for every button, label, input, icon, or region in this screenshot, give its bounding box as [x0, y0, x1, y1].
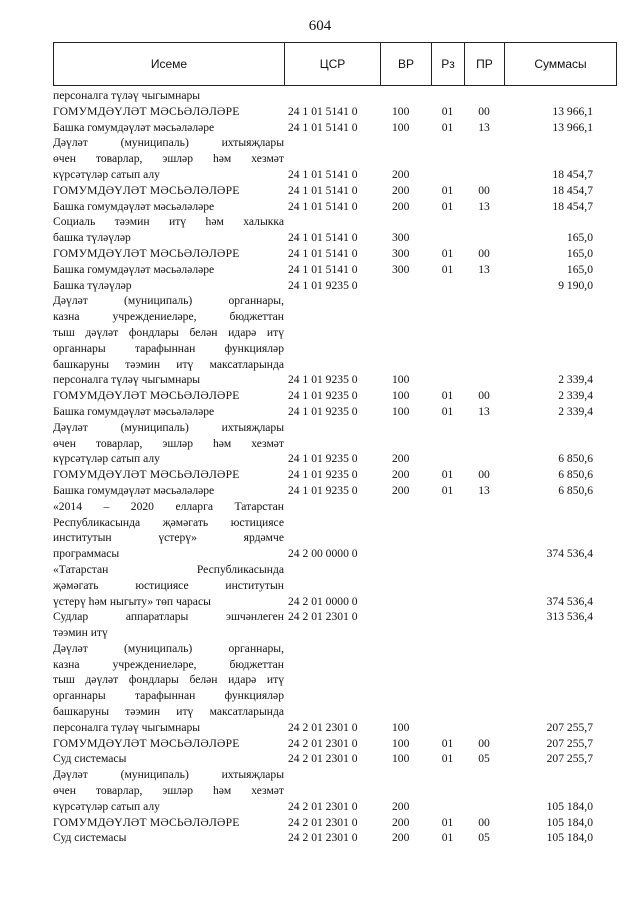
- row-name-line: Дәүләт (муниципаль) ихтыяҗлары: [53, 136, 284, 150]
- table-row: [53, 404, 617, 420]
- row-name-line: башкаруны тәэмин итү максатларында: [53, 705, 284, 719]
- row-sum: 2 339,4: [558, 389, 593, 403]
- table-row: [53, 262, 617, 278]
- table-row: [53, 104, 617, 120]
- row-csr: 24 2 01 2301 0: [288, 752, 358, 766]
- table-row: [53, 135, 617, 182]
- table-row: [53, 609, 617, 641]
- row-name-line: күрсәтүләр сатып алу: [53, 799, 160, 813]
- row-rz: 01: [441, 468, 454, 482]
- table-row: [53, 641, 617, 736]
- table-header: [53, 42, 617, 86]
- row-sum: 105 184,0: [546, 831, 593, 845]
- table-row: [53, 736, 617, 752]
- row-pr: 13: [478, 404, 490, 418]
- row-vr: 200: [392, 167, 410, 181]
- table-body: [53, 88, 617, 888]
- row-pr: 13: [478, 262, 490, 276]
- page-number: 604: [308, 18, 332, 34]
- row-pr: 00: [478, 468, 490, 482]
- row-rz: 01: [441, 104, 454, 118]
- row-name-line: Суд системасы: [53, 752, 127, 766]
- row-name: [53, 736, 284, 752]
- row-name: [53, 641, 284, 736]
- row-name: [53, 499, 284, 562]
- row-sum: 374 536,4: [546, 594, 593, 608]
- row-name-line: үстерү һәм ныгыту» төп чарасы: [53, 594, 211, 608]
- row-name-line: органнары тарафыннан функцияләр: [53, 689, 284, 703]
- row-sum: 6 850,6: [558, 483, 593, 497]
- header-csr: ЦСР: [285, 43, 381, 85]
- row-name: [53, 88, 284, 104]
- row-rz: 01: [441, 389, 454, 403]
- row-pr: 05: [478, 831, 490, 845]
- row-sum: 18 454,7: [552, 167, 593, 181]
- row-sum: 2 339,4: [558, 373, 593, 387]
- row-name-line: күрсәтүләр сатып алу: [53, 167, 160, 181]
- row-name: [53, 262, 284, 278]
- table-row: [53, 815, 617, 831]
- header-name: Исеме: [54, 43, 285, 85]
- row-name-line: Башка гомумдәүләт мәсьәләләре: [53, 404, 215, 418]
- row-vr: 200: [392, 799, 410, 813]
- row-name-line: Судлар аппаратлары эшчәнлеген: [53, 610, 284, 624]
- row-name: [53, 120, 284, 136]
- row-csr: 24 1 01 5141 0: [288, 120, 358, 134]
- row-name: [53, 388, 284, 404]
- row-vr: 300: [392, 246, 410, 260]
- row-name-line: органнары тарафыннан функцияләр: [53, 341, 284, 355]
- row-name: [53, 830, 284, 846]
- row-csr: 24 2 01 2301 0: [288, 736, 358, 750]
- row-rz: 01: [441, 120, 454, 134]
- row-sum: 2 339,4: [558, 404, 593, 418]
- row-pr: 05: [478, 752, 490, 766]
- table-row: [53, 214, 617, 246]
- row-vr: 100: [392, 720, 410, 734]
- row-pr: 13: [478, 120, 490, 134]
- row-sum: 6 850,6: [558, 452, 593, 466]
- row-vr: 200: [392, 183, 410, 197]
- row-vr: 300: [392, 262, 410, 276]
- row-vr: 100: [392, 404, 410, 418]
- row-name-line: Башка гомумдәүләт мәсьәләләре: [53, 120, 215, 134]
- table-row: [53, 420, 617, 467]
- row-sum: 165,0: [566, 246, 593, 260]
- row-vr: 200: [392, 815, 410, 829]
- row-name-line: тыш дәүләт фондлары белән идарә итү: [53, 325, 284, 339]
- row-name-line: җәмәгать юстициясе институтын: [53, 578, 284, 592]
- table-row: [53, 388, 617, 404]
- row-name-line: «Татарстан Республикасында: [53, 562, 284, 576]
- row-sum: 313 536,4: [546, 610, 593, 624]
- row-name-line: башка түләүләр: [53, 231, 131, 245]
- row-vr: 100: [392, 389, 410, 403]
- row-csr: 24 1 01 9235 0: [288, 452, 358, 466]
- row-name-line: Дәүләт (муниципаль) органнары,: [53, 294, 284, 308]
- row-name-line: тыш дәүләт фондлары белән идарә итү: [53, 673, 284, 687]
- row-pr: 00: [478, 389, 490, 403]
- row-sum: 18 454,7: [552, 199, 593, 213]
- row-vr: 100: [392, 373, 410, 387]
- row-csr: 24 2 01 2301 0: [288, 815, 358, 829]
- row-pr: 00: [478, 104, 490, 118]
- row-rz: 01: [441, 199, 454, 213]
- row-name: [53, 278, 284, 294]
- row-vr: 200: [392, 468, 410, 482]
- row-name-line: институтын үстерү» ярдәмче: [53, 531, 284, 545]
- table-row: [53, 88, 617, 104]
- row-name-line: персоналга түләү чыгымнары: [53, 373, 201, 387]
- header-vr: ВР: [381, 43, 432, 85]
- header-sum: Суммасы: [534, 57, 587, 71]
- row-name-line: ГОМУМДӘҮЛӘТ МӘСЬӘЛӘЛӘРЕ: [53, 389, 240, 403]
- header-pr: ПР: [465, 43, 505, 85]
- table-row: [53, 246, 617, 262]
- row-name-line: ГОМУМДӘҮЛӘТ МӘСЬӘЛӘЛӘРЕ: [53, 246, 240, 260]
- row-name-line: күрсәтүләр сатып алу: [53, 452, 160, 466]
- row-vr: 200: [392, 452, 410, 466]
- row-csr: 24 2 01 2301 0: [288, 610, 358, 624]
- row-name-line: Республикасында җәмәгать юстициясе: [53, 515, 284, 529]
- row-vr: 100: [392, 752, 410, 766]
- row-name-line: Башка гомумдәүләт мәсьәләләре: [53, 262, 215, 276]
- row-name-line: ГОМУМДӘҮЛӘТ МӘСЬӘЛӘЛӘРЕ: [53, 183, 240, 197]
- row-vr: 200: [392, 199, 410, 213]
- row-pr: 00: [478, 815, 490, 829]
- row-name: [53, 199, 284, 215]
- row-sum: 13 966,1: [552, 104, 593, 118]
- row-name-line: Социаль тәэмин итү һәм халыкка: [53, 215, 284, 229]
- table-row: [53, 562, 617, 609]
- row-vr: 100: [392, 104, 410, 118]
- row-name-line: тәэмин итү: [53, 626, 108, 640]
- row-pr: 00: [478, 736, 490, 750]
- row-name-line: ГОМУМДӘҮЛӘТ МӘСЬӘЛӘЛӘРЕ: [53, 468, 240, 482]
- row-csr: 24 1 01 5141 0: [288, 167, 358, 181]
- row-name-line: персоналга түләү чыгымнары: [53, 720, 201, 734]
- row-name: [53, 135, 284, 182]
- row-name-line: Башка гомумдәүләт мәсьәләләре: [53, 483, 215, 497]
- table-row: [53, 483, 617, 499]
- row-name: [53, 483, 284, 499]
- row-name: [53, 183, 284, 199]
- row-name-line: өчен товарлар, эшләр һәм хезмәт: [53, 152, 284, 166]
- row-name-line: Дәүләт (муниципаль) ихтыяҗлары: [53, 768, 284, 782]
- row-rz: 01: [441, 831, 454, 845]
- row-name-line: ГОМУМДӘҮЛӘТ МӘСЬӘЛӘЛӘРЕ: [53, 815, 240, 829]
- row-sum: 18 454,7: [552, 183, 593, 197]
- row-csr: 24 1 01 5141 0: [288, 104, 358, 118]
- row-name: [53, 815, 284, 831]
- row-rz: 01: [441, 262, 454, 276]
- row-name-line: «2014 – 2020 елларга Татарстан: [53, 499, 284, 513]
- header-rz: Рз: [432, 43, 465, 85]
- table-row: [53, 120, 617, 136]
- row-sum: 9 190,0: [558, 278, 593, 292]
- row-name: [53, 562, 284, 609]
- row-name-line: Башка гомумдәүләт мәсьәләләре: [53, 199, 215, 213]
- row-csr: 24 1 01 5141 0: [288, 262, 358, 276]
- row-csr: 24 1 01 9235 0: [288, 373, 358, 387]
- row-name: [53, 420, 284, 467]
- row-name: [53, 246, 284, 262]
- row-name-line: персоналга түләү чыгымнары: [53, 89, 201, 102]
- row-sum: 13 966,1: [552, 120, 593, 134]
- row-vr: 100: [392, 120, 410, 134]
- row-pr: 00: [478, 183, 490, 197]
- row-rz: 01: [441, 246, 454, 260]
- row-name: [53, 214, 284, 246]
- row-sum: 165,0: [566, 231, 593, 245]
- row-name-line: Башка түләүләр: [53, 278, 132, 292]
- table-row: [53, 767, 617, 814]
- row-vr: 200: [392, 483, 410, 497]
- row-sum: 165,0: [566, 262, 593, 276]
- row-csr: 24 2 01 2301 0: [288, 799, 358, 813]
- row-name: [53, 404, 284, 420]
- row-pr: 13: [478, 199, 490, 213]
- row-sum: 105 184,0: [546, 815, 593, 829]
- row-csr: 24 1 01 9235 0: [288, 404, 358, 418]
- table-row: [53, 199, 617, 215]
- row-name-line: казна учреждениеләре, бюджеттан: [53, 657, 284, 671]
- row-pr: 13: [478, 483, 490, 497]
- row-pr: 00: [478, 246, 490, 260]
- row-name-line: программасы: [53, 547, 120, 561]
- row-name-line: казна учреждениеләре, бюджеттан: [53, 310, 284, 324]
- row-name-line: башкаруны тәэмин итү максатларында: [53, 357, 284, 371]
- row-csr: 24 1 01 9235 0: [288, 278, 358, 292]
- row-csr: 24 1 01 5141 0: [288, 183, 358, 197]
- row-sum: 207 255,7: [546, 752, 593, 766]
- row-sum: 207 255,7: [546, 720, 593, 734]
- row-csr: 24 2 01 0000 0: [288, 594, 358, 608]
- row-name-line: ГОМУМДӘҮЛӘТ МӘСЬӘЛӘЛӘРЕ: [53, 104, 240, 118]
- row-vr: 300: [392, 231, 410, 245]
- row-rz: 01: [441, 752, 454, 766]
- table-row: [53, 751, 617, 767]
- row-csr: 24 1 01 9235 0: [288, 389, 358, 403]
- table-row: [53, 183, 617, 199]
- row-name: [53, 609, 284, 641]
- row-csr: 24 2 01 2301 0: [288, 720, 358, 734]
- row-csr: 24 2 00 0000 0: [288, 547, 358, 561]
- row-name-line: өчен товарлар, эшләр һәм хезмәт: [53, 436, 284, 450]
- row-rz: 01: [441, 183, 454, 197]
- row-sum: 6 850,6: [558, 468, 593, 482]
- row-csr: 24 1 01 5141 0: [288, 231, 358, 245]
- row-csr: 24 2 01 2301 0: [288, 831, 358, 845]
- row-name-line: өчен товарлар, эшләр һәм хезмәт: [53, 784, 284, 798]
- table-row: [53, 467, 617, 483]
- row-name: [53, 293, 284, 388]
- table-row: [53, 499, 617, 562]
- row-name-line: Дәүләт (муниципаль) ихтыяҗлары: [53, 420, 284, 434]
- table-row: [53, 830, 617, 846]
- row-rz: 01: [441, 736, 454, 750]
- row-sum: 207 255,7: [546, 736, 593, 750]
- row-name: [53, 467, 284, 483]
- row-rz: 01: [441, 404, 454, 418]
- row-csr: 24 1 01 9235 0: [288, 483, 358, 497]
- row-csr: 24 1 01 9235 0: [288, 468, 358, 482]
- row-sum: 105 184,0: [546, 799, 593, 813]
- row-csr: 24 1 01 5141 0: [288, 199, 358, 213]
- row-sum: 374 536,4: [546, 547, 593, 561]
- row-csr: 24 1 01 5141 0: [288, 246, 358, 260]
- row-name: [53, 767, 284, 814]
- table-row: [53, 278, 617, 294]
- row-rz: 01: [441, 815, 454, 829]
- row-vr: 100: [392, 736, 410, 750]
- row-vr: 200: [392, 831, 410, 845]
- row-rz: 01: [441, 483, 454, 497]
- row-name: [53, 104, 284, 120]
- row-name-line: Суд системасы: [53, 831, 127, 845]
- row-name-line: ГОМУМДӘҮЛӘТ МӘСЬӘЛӘЛӘРЕ: [53, 736, 240, 750]
- row-name: [53, 751, 284, 767]
- row-name-line: Дәүләт (муниципаль) органнары,: [53, 641, 284, 655]
- table-row: [53, 293, 617, 388]
